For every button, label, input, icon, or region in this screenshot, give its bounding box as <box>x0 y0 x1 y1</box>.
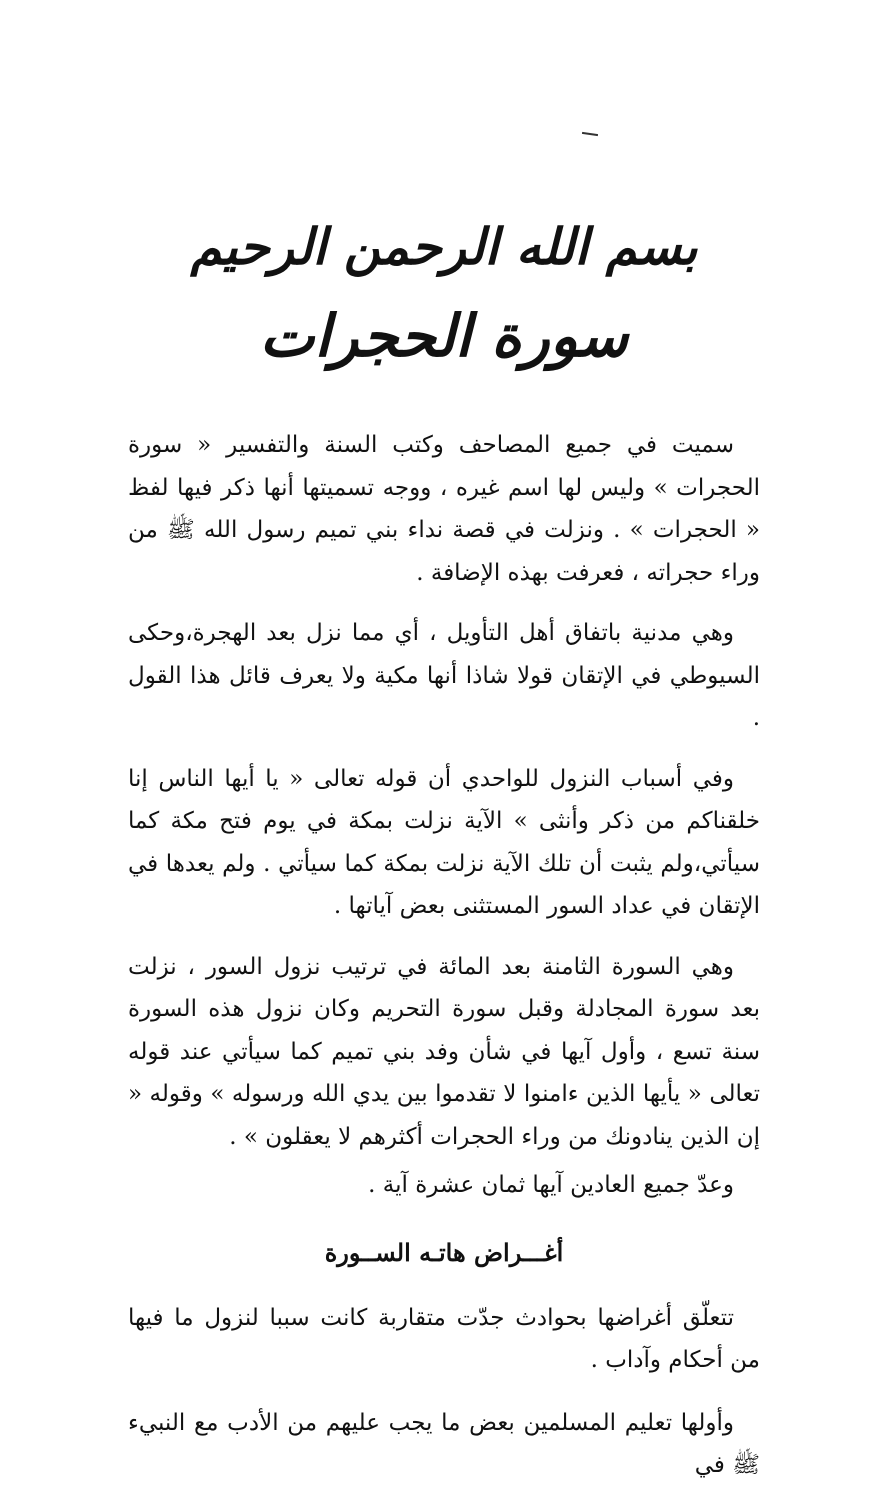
paragraph-naming: سميت في جميع المصاحف وكتب السنة والتفسير « سورة الحجرات » وليس لها اسم غيره ، ووجه تسميتها أنها ذكر فيها لفظ « الحجرات » . ونزلت في قصة نداء بني تميم رسول الله ﷺ من وراء حجراته ، فعرفت بهذه الإضافة . <box>128 432 760 586</box>
body-text <box>128 424 760 1487</box>
section-heading: أغـــراض هاتـه الســورة <box>324 1237 564 1267</box>
basmala: بسم الله الرحمن الرحيم <box>190 217 698 276</box>
paragraph-order: وهي السورة الثامنة بعد المائة في ترتيب نزول السور ، نزلت بعد سورة المجادلة وقبل سورة التحريم وكان نزول هذه السورة سنة تسع ، وأول آيها في شأن وفد بني تميم كما سيأتي عند قوله تعالى « يأيها الذين ءامنوا لا تقدموا بين يدي الله ورسوله » وقوله « إن الذين ينادونك من وراء الحجرات أكثرهم لا يعقلون » . <box>128 953 760 1150</box>
paragraph-purposes-intro: تتعلّق أغراضها بحوادث جدّت متقاربة كانت سببا لنزول ما فيها من أحكام وآداب . <box>128 1304 760 1373</box>
paragraph-madani: وهي مدنية باتفاق أهل التأويل ، أي مما نزل بعد الهجرة،وحكى السيوطي في الإتقان قولا شاذا أنها مكية ولا يعرف قائل هذا القول . <box>128 620 760 731</box>
surah-title: سورة الحجرات <box>259 302 629 370</box>
paragraph-verse-count: وعدّ جميع العادين آيها ثمان عشرة آية . <box>368 1172 734 1198</box>
page-mark <box>582 132 598 136</box>
paragraph-purposes-first: وأولها تعليم المسلمين بعض ما يجب عليهم من الأدب مع النبيء ﷺ في <box>128 1409 760 1478</box>
paragraph-asbab-nuzul: وفي أسباب النزول للواحدي أن قوله تعالى « يا أيها الناس إنا خلقناكم من ذكر وأنثى » الآية نزلت بمكة في يوم فتح مكة كما سيأتي،ولم يثبت أن تلك الآية نزلت بمكة كما سيأتي . ولم يعدها في الإتقان في عداد السور المستثنى بعض آياتها . <box>128 765 760 919</box>
